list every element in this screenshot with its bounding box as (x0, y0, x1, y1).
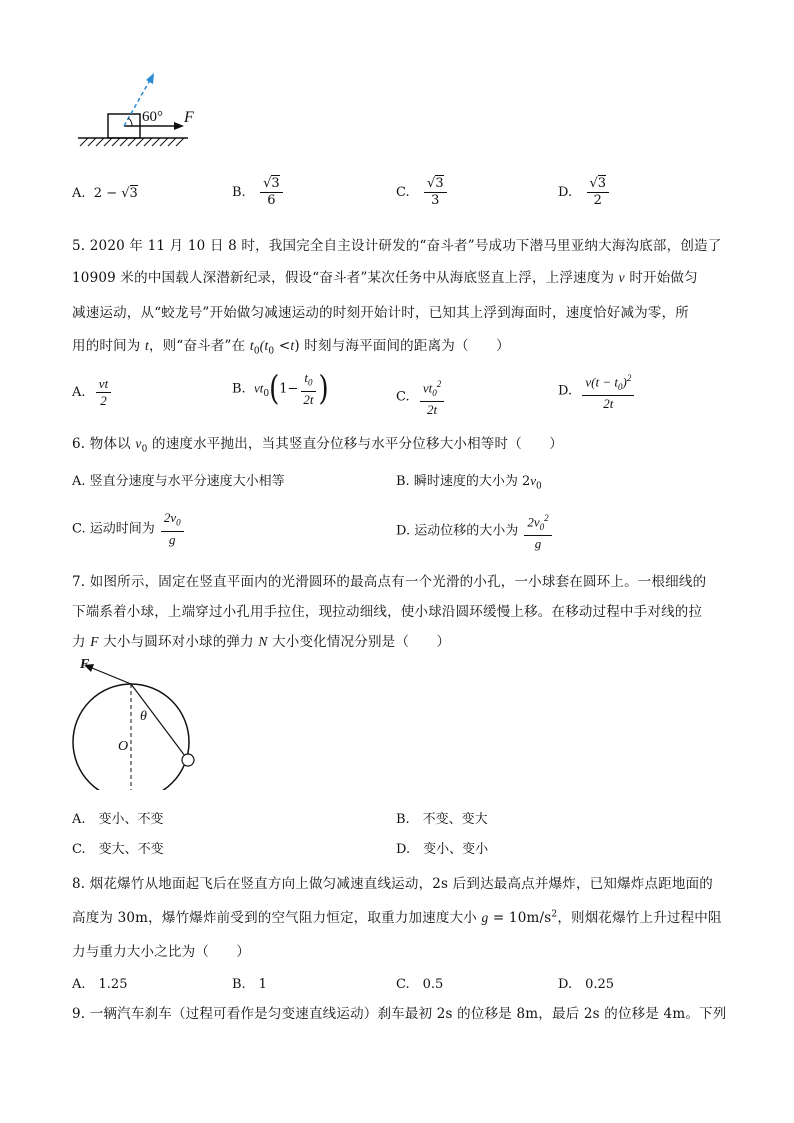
q6-option-a[interactable]: A. 竖直分速度与水平分速度大小相等 (72, 474, 285, 489)
q8-line-1: 8. 烟花爆竹从地面起飞后在竖直方向上做匀减速直线运动，2s 后到达最高点并爆炸，已知爆炸点距地面的 (72, 876, 713, 892)
q7-option-c[interactable]: C. 变大、不变 (72, 842, 164, 857)
q5-line-1: 5. 2020 年 11 月 10 日 8 时，我国完全自主设计研发的“奋斗者”号成功下潜马里亚纳大海沟底部，创造了 (72, 238, 722, 254)
q4-option-c[interactable]: C. $\frac{√3}{3}$ (396, 176, 449, 209)
q7-line-2: 下端系着小球，上端穿过小孔用手拉住，现拉动细线，使小球沿圆环缓慢上移。在移动过程中手对线的拉 (72, 604, 703, 620)
q6-option-c[interactable]: C. 运动时间为 $\frac{2v_0}{g}$ (72, 510, 186, 548)
q4-option-b[interactable]: B. $\frac{√3}{6}$ (232, 176, 285, 209)
q5-option-c[interactable]: C. $\frac{vt_0^2}{2t}$ (396, 376, 446, 418)
q5-option-d[interactable]: D. $\frac{v(t - t_0)^2}{2t}$ (558, 370, 636, 412)
q4-option-d[interactable]: D. $\frac{√3}{2}$ (558, 176, 611, 209)
q6-option-d[interactable]: D. 运动位移的大小为 $\frac{2v_0^2}{g}$ (396, 510, 554, 552)
q8-option-b[interactable]: B. 1 (232, 977, 267, 992)
q5-line-4: 用的时间为 t，则“奋斗者”在 $t_0(t_0 <t)$ 时刻与海平面间的距离为（ ） (72, 338, 510, 357)
force-label: F (184, 109, 194, 126)
q7-option-d[interactable]: D. 变小、变小 (396, 842, 489, 857)
q6-stem: 6. 物体以 $v_0$ 的速度水平抛出，当其竖直分位移与水平分位移大小相等时（ ） (72, 436, 564, 455)
q4-option-a[interactable]: A. 2 − √3 (72, 186, 138, 201)
q8-option-a[interactable]: A. 1.25 (72, 977, 128, 992)
q8-line-3: 力与重力大小之比为（ ） (72, 944, 251, 960)
q8-option-d[interactable]: D. 0.25 (558, 977, 615, 992)
question-4-figure (70, 66, 210, 160)
q7-option-b[interactable]: B. 不变、变大 (396, 812, 488, 827)
angle-label: 60° (142, 109, 163, 125)
small-ball (182, 754, 194, 766)
q5-line-3: 减速运动，从“蛟龙号”开始做匀减速运动的时刻开始计时，已知其上浮到海面时，速度恰好减为零，所 (72, 305, 690, 321)
q8-line-2: 高度为 30m，爆竹爆炸前受到的空气阻力恒定，取重力加速度大小 $g = 10m/s^2$，则烟花爆竹上升过程中阻 (72, 909, 722, 926)
question-7-figure (66, 650, 206, 790)
q9-line-1: 9. 一辆汽车刹车（过程可看作是匀变速直线运动）刹车最初 2s 的位移是 8m，最后 2s 的位移是 4m。下列 (72, 1006, 727, 1022)
q7-option-a[interactable]: A. 变小、不变 (72, 812, 164, 827)
fig7-theta-label: θ (140, 709, 147, 724)
fig7-force-label: F (80, 657, 90, 672)
fig7-center-label: O (118, 739, 129, 754)
q5-option-b[interactable]: B. $vt_0(1-$ $\frac{t_0}{2t}$ ) (232, 369, 329, 409)
q6-option-b[interactable]: B. 瞬时速度的大小为 $2v_0$ (396, 473, 542, 492)
q7-line-1: 7. 如图所示，固定在竖直平面内的光滑圆环的最高点有一个光滑的小孔，一小球套在圆环上。一根细线的 (72, 574, 707, 590)
q7-line-3: 力 F 大小与圆环对小球的弹力 N 大小变化情况分别是（ ） (72, 634, 451, 650)
q8-option-c[interactable]: C. 0.5 (396, 977, 444, 992)
q5-option-a[interactable]: A. $\frac{vt}{2}$ (72, 376, 113, 409)
q5-line-2: 10909 米的中国载人深潜新纪录，假设“奋斗者”某次任务中从海底竖直上浮，上浮速度为 v 时开始做匀 (72, 270, 698, 286)
